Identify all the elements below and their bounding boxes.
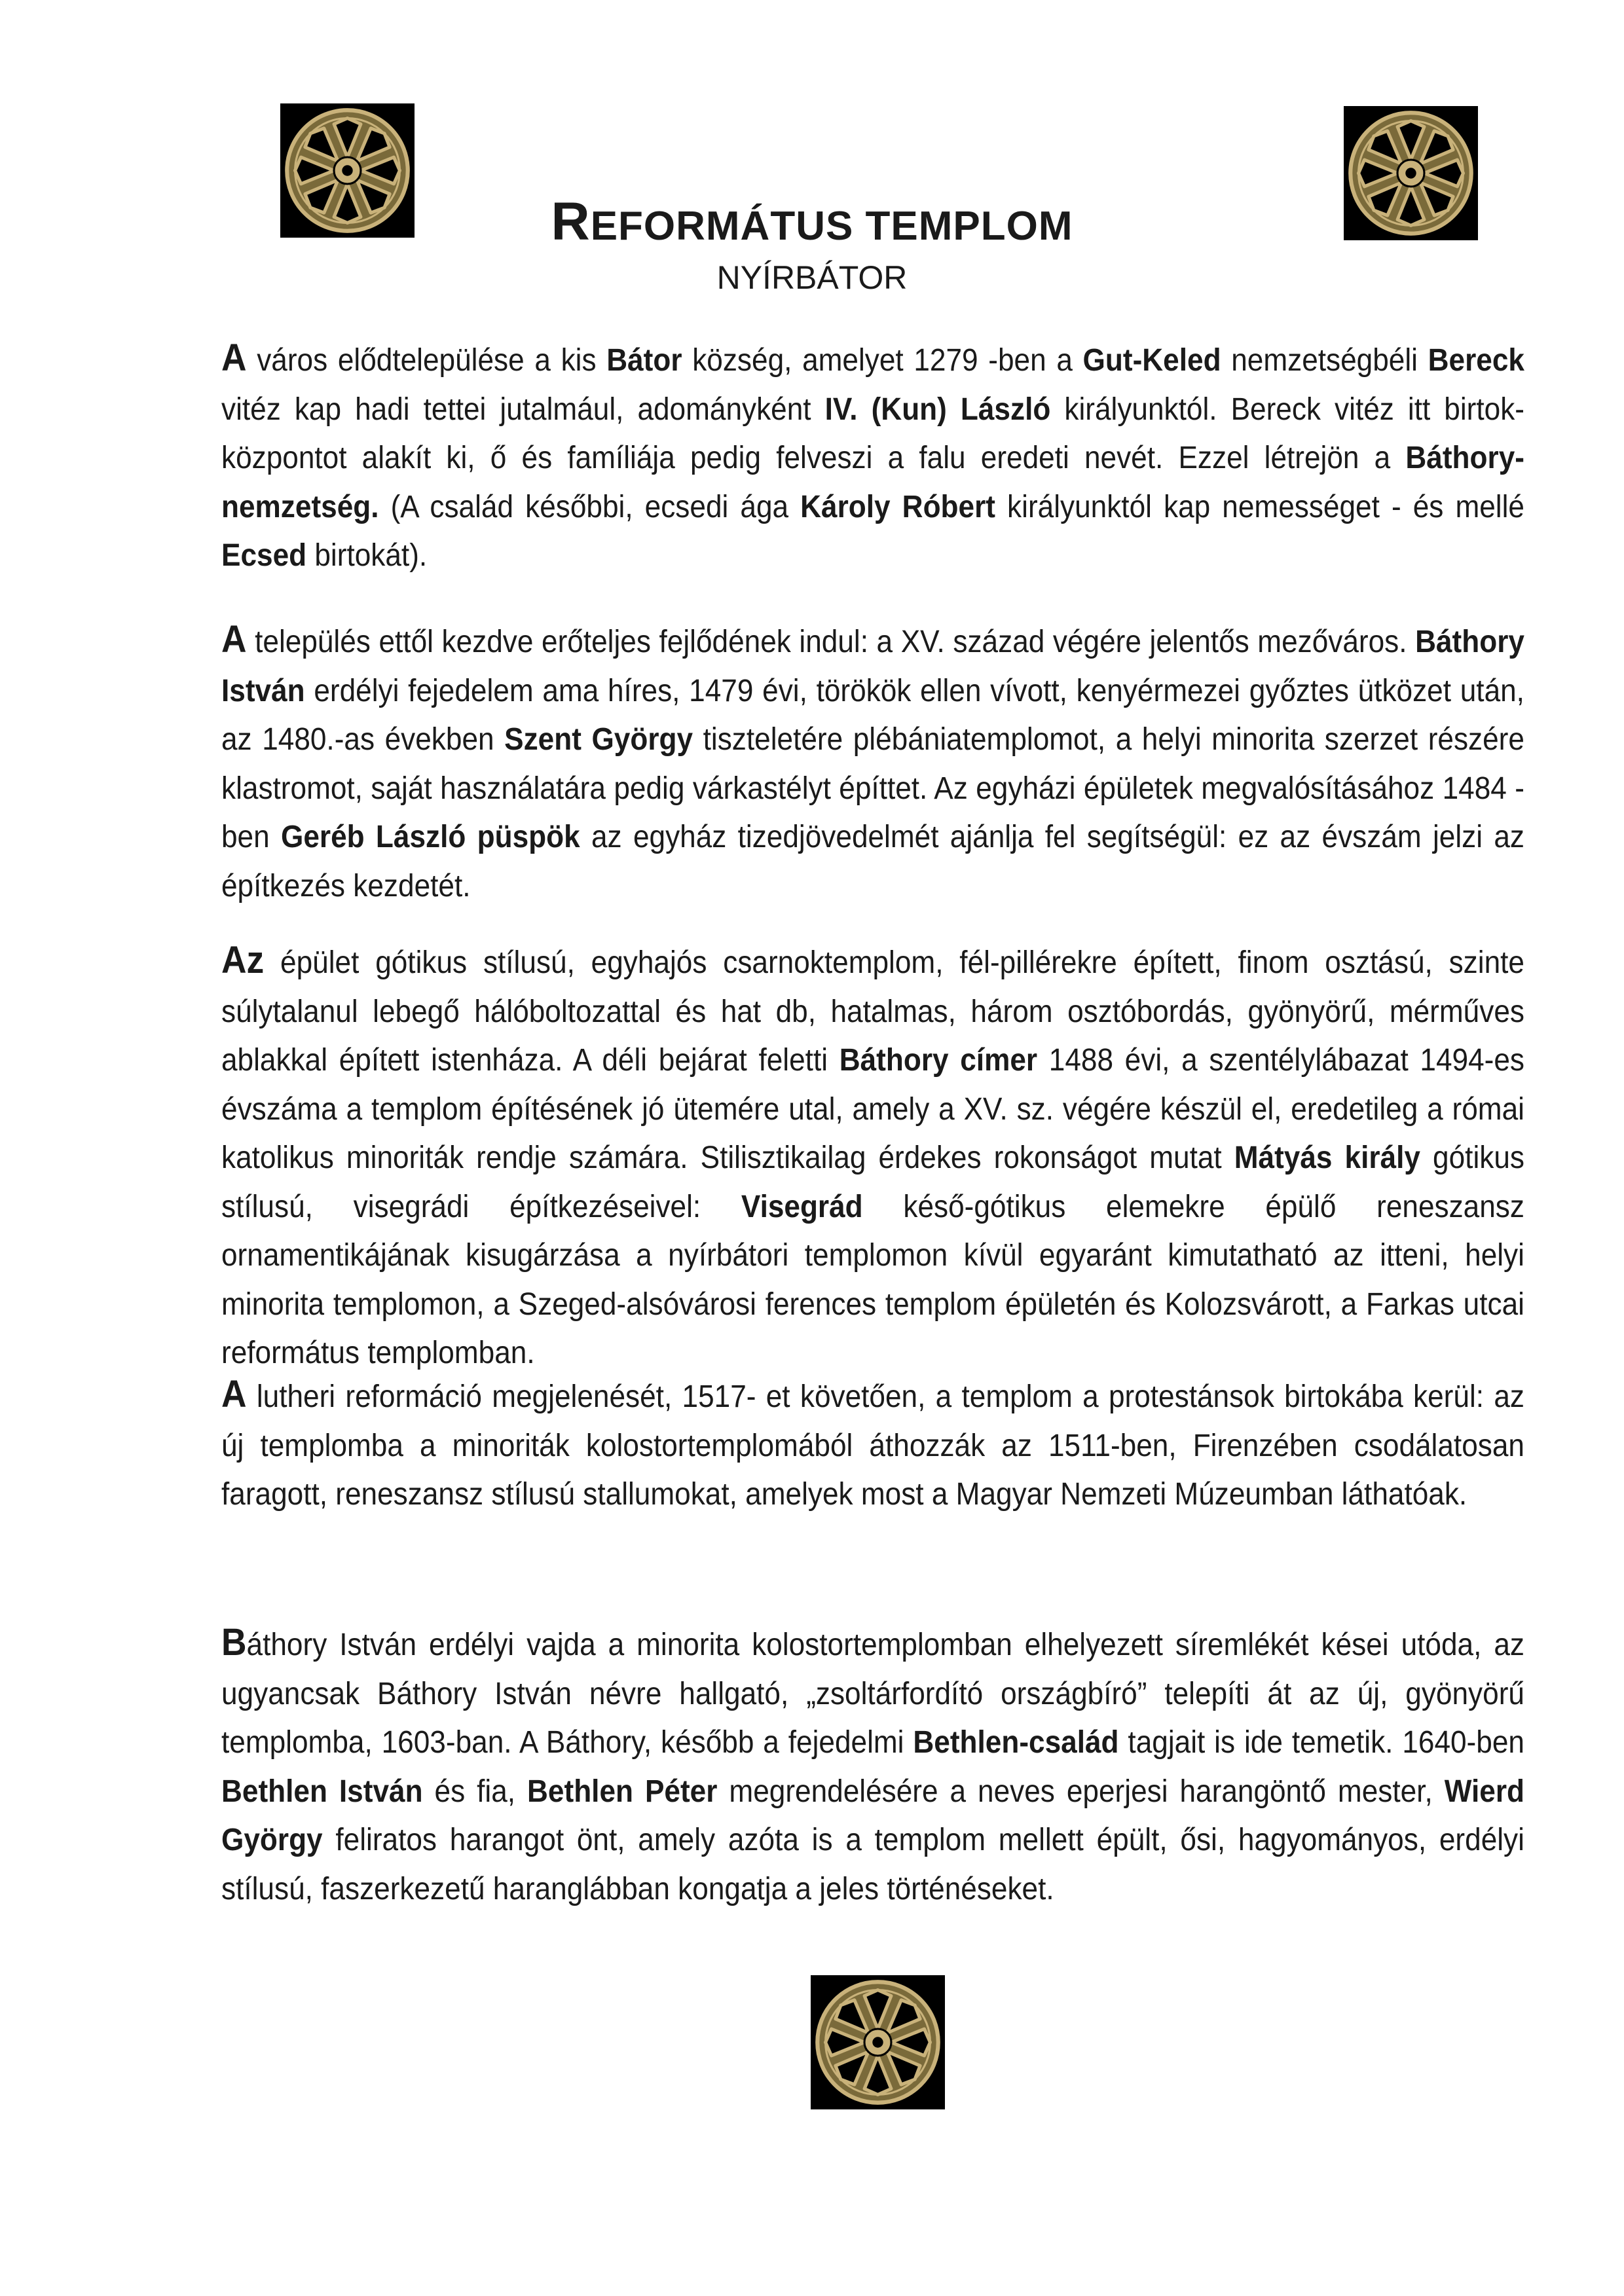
initial-letter: A [221, 618, 247, 661]
bold-text: Báthory István [221, 625, 1524, 708]
bold-text: Károly Róbert [800, 489, 995, 524]
paragraph [221, 936, 1524, 1378]
bold-text: Wierd György [221, 1774, 1524, 1857]
title-initial: R [551, 192, 591, 251]
text-run: királyunktól kap nemességet - és mellé [995, 489, 1524, 524]
text-run: megrendelésére a neves eperjesi harangöntő mester, [717, 1774, 1445, 1809]
text-run: 1488 évi, a szentélylábazat 1494-es évszáma a templom építésének jó ütemére utal, amely a XV. sz. végére készül el, eredetileg a római katolikus minoriták rendje számára. Stilisztikailag érdekes rokonságot mutat [221, 1043, 1524, 1175]
bold-text: Báthory címer [839, 1043, 1038, 1078]
text-run: lutheri reformáció megjelenését, 1517- et követően, a templom a protestánsok birtokába kerül: az új templomba a minoriták kolostortemplomából áthozzák az 1511-ben, Firenzében csodálatosan faragott, reneszansz stílusú stallumokat, amelyek most a Magyar Nemzeti Múzeumban láthatóak. [221, 1379, 1524, 1512]
initial-letter: B [221, 1621, 247, 1664]
text-run: vitéz kap hadi tettei jutalmául, adományként [221, 392, 825, 427]
text-run: gótikus stílusú, visegrádi építkezéseivel: [221, 1140, 1524, 1224]
text-run: város elődtelepülése a kis [246, 343, 607, 378]
page-subtitle: NYÍRBÁTOR [716, 259, 908, 296]
text-run: késő-gótikus elemekre épülő reneszansz ornamentikájának kisugárzása a nyírbátori templomon kívül egyaránt kimutatható az itteni, helyi minorita templomon, a Szeged-alsóvárosi ferences templom épületén és Kolozsvárott, a Farkas utcai református templomban. [221, 1189, 1524, 1370]
text-run: tagjait is ide temetik. 1640-ben [1118, 1725, 1524, 1760]
text-run: település ettől kezdve erőteljes fejlődének indul: a XV. század végére jelentős mezőváros. [246, 625, 1416, 659]
paragraph [221, 1370, 1524, 1520]
text-run: királyunktól. Bereck vitéz itt birtok-központot alakít ki, ő és famíliája pedig felveszi a falu eredeti nevét. Ezzel létrejön a [221, 392, 1524, 475]
bold-text: Bethlen Péter [527, 1774, 718, 1809]
text-run: (A család későbbi, ecsedi ága [378, 489, 801, 524]
text-run: tiszteletére plébániatemplomot, a helyi minorita szerzet részére klastromot, saját használatára pedig várkastélyt építtet. Az egyházi épületek megvalósításához 1484 -ben [221, 722, 1524, 854]
bold-text: Bethlen István [221, 1774, 423, 1809]
bold-text: Bethlen-család [913, 1725, 1119, 1760]
text-run: az egyház tizedjövedelmét ajánlja fel segítségül: ez az évszám jelzi az építkezés kezdetét. [221, 820, 1524, 903]
bold-text: Visegrád [741, 1189, 863, 1224]
initial-letter: Az [221, 939, 265, 981]
bold-text: Mátyás király [1234, 1140, 1420, 1175]
text-run: és fia, [422, 1774, 528, 1809]
text-run: feliratos harangot önt, amely azóta is a templom mellett épült, ősi, hagyományos, erdélyi stílusú, faszerkezetű haranglábban kongatja a jeles történéseket. [221, 1823, 1524, 1906]
paragraph [221, 334, 1524, 581]
text-run: épület gótikus stílusú, egyhajós csarnoktemplom, fél-pillérekre épített, finom osztású, szinte súlytalanul lebegő hálóboltozattal és hat db, hatalmas, három osztóbordás, gyönyörű, mérműves ablakkal épített istenháza. A déli bejárat feletti [221, 945, 1524, 1078]
initial-letter: A [221, 337, 247, 379]
bold-text: IV. (Kun) László [824, 392, 1051, 427]
bold-text: Gut-Keled [1082, 343, 1221, 378]
text-run: birtokát). [306, 538, 428, 573]
text-run: nemzetségbéli [1221, 343, 1428, 378]
initial-letter: A [221, 1373, 247, 1415]
bold-text: Bereck [1428, 343, 1524, 378]
text-run: áthory István erdélyi vajda a minorita kolostortemplomban elhelyezett síremlékét kései utóda, az ugyancsak Báthory István névre hallgató, „zsoltárfordító országbíró” telepíti át az új, gyönyörű templomba, 1603-ban. A Báthory, később a fejedelmi [221, 1628, 1524, 1760]
bold-text: Bátor [606, 343, 682, 378]
bold-text: Báthory-nemzetség. [221, 441, 1524, 524]
text-run: község, amelyet 1279 -ben a [682, 343, 1083, 378]
page-title [0, 191, 1624, 253]
bold-text: Szent György [504, 722, 693, 757]
rosette-window-icon [811, 1975, 945, 2109]
bold-text: Ecsed [221, 538, 307, 573]
title-text: EFORMÁTUS TEMPLOM [590, 204, 1073, 249]
text-run: erdélyi fejedelem ama híres, 1479 évi, törökök ellen vívott, kenyérmezei győztes ütközet után, az 1480.-as években [221, 673, 1524, 757]
bold-text: Geréb László püspök [280, 820, 580, 854]
paragraph [221, 1618, 1524, 1914]
paragraph [221, 615, 1524, 911]
